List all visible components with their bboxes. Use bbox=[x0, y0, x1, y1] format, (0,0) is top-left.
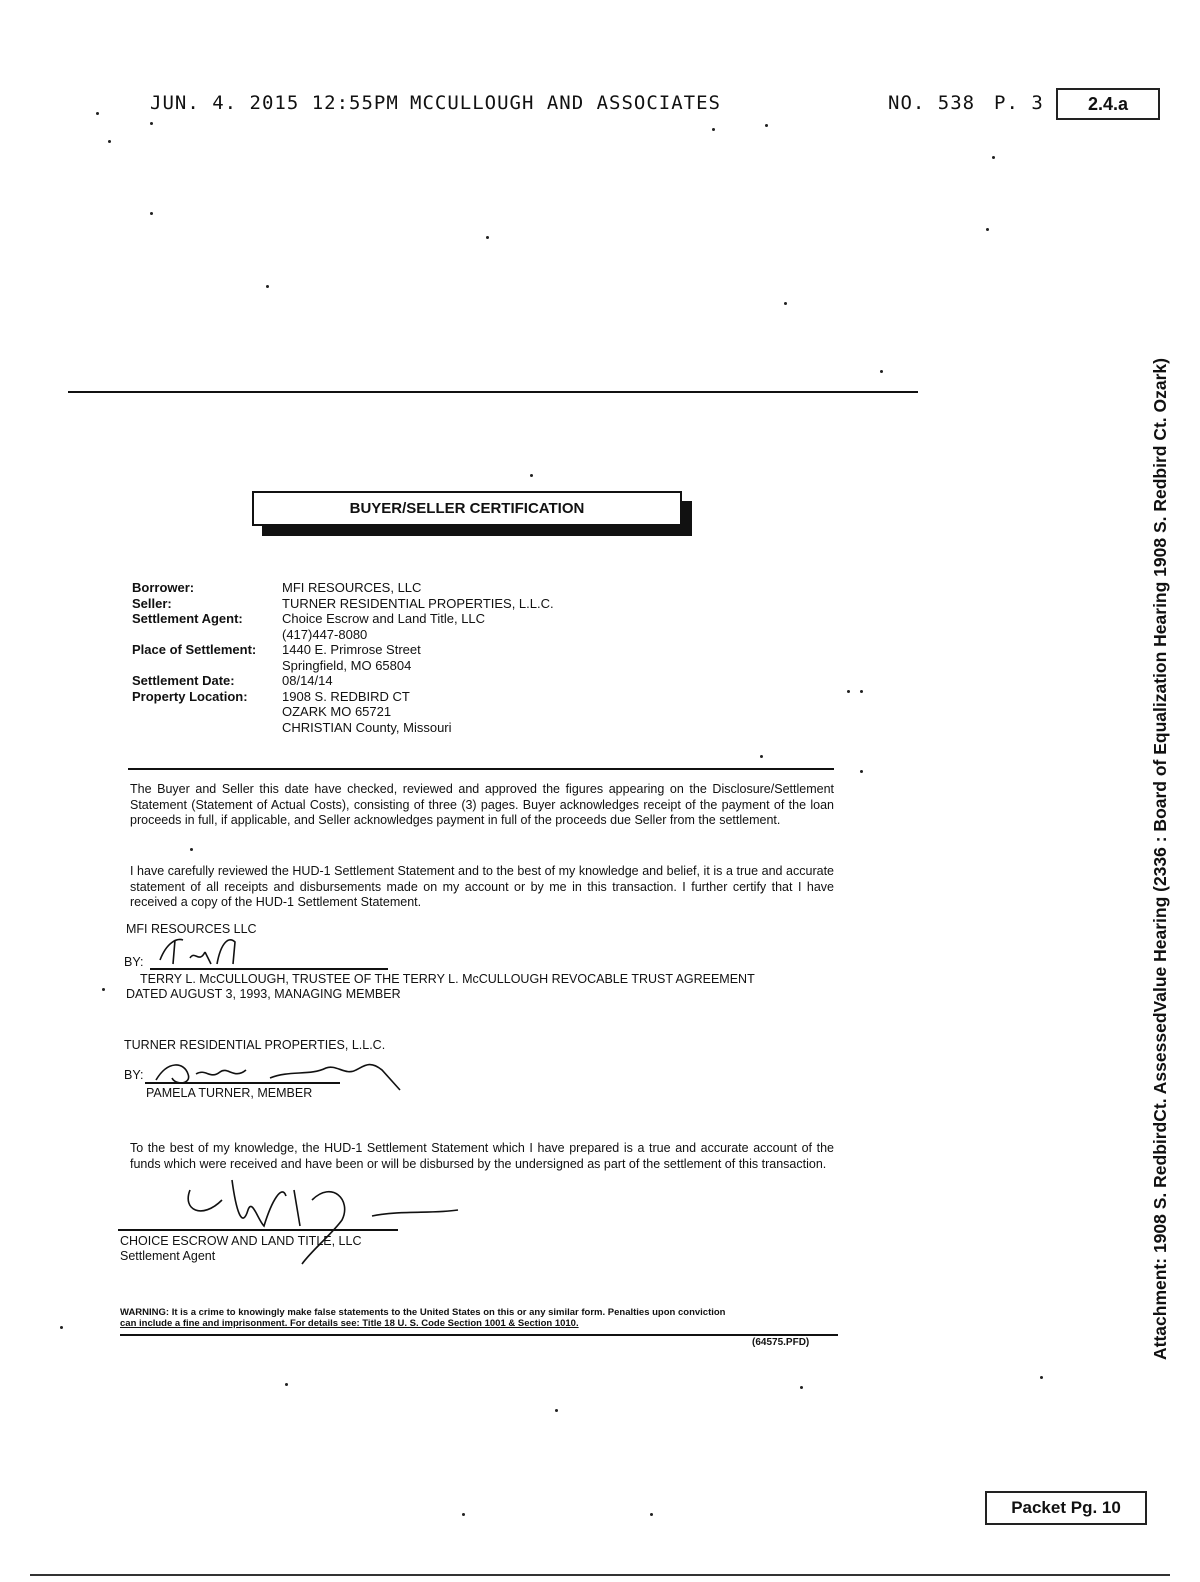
field-seller bbox=[132, 596, 554, 612]
field-value: MFI RESOURCES, LLC bbox=[282, 580, 422, 595]
scan-speck bbox=[486, 236, 489, 239]
scan-speck bbox=[530, 474, 533, 477]
scan-speck bbox=[760, 755, 763, 758]
scan-speck bbox=[847, 690, 850, 693]
warning-line-1: WARNING: It is a crime to knowingly make false statements to the United States on this or any similar form. Penalties upon conviction bbox=[120, 1307, 726, 1318]
legal-warning bbox=[120, 1307, 840, 1329]
field-value: OZARK MO 65721 bbox=[282, 704, 392, 719]
packet-page-badge: Packet Pg. 10 bbox=[985, 1491, 1147, 1525]
settlement-info bbox=[132, 580, 554, 735]
scan-speck bbox=[150, 122, 153, 125]
scan-speck bbox=[108, 140, 111, 143]
scan-speck bbox=[555, 1409, 558, 1412]
fax-datetime: JUN. 4. 2015 12:55PM bbox=[150, 92, 399, 114]
field-label: Settlement Agent: bbox=[132, 611, 243, 626]
buyer-signer-title: DATED AUGUST 3, 1993, MANAGING MEMBER bbox=[126, 987, 401, 1001]
agent-entity: CHOICE ESCROW AND LAND TITLE, LLC bbox=[120, 1234, 362, 1248]
scan-speck bbox=[765, 124, 768, 127]
field-place-of-settlement bbox=[132, 642, 554, 673]
scan-speck bbox=[880, 370, 883, 373]
warning-divider bbox=[120, 1334, 838, 1336]
field-value: 1440 E. Primrose Street bbox=[282, 642, 421, 657]
field-label: Property Location: bbox=[132, 688, 248, 704]
seller-signer-name: PAMELA TURNER, MEMBER bbox=[146, 1086, 313, 1100]
agent-signature bbox=[182, 1170, 462, 1270]
agent-role: Settlement Agent bbox=[120, 1249, 216, 1263]
buyer-entity: MFI RESOURCES LLC bbox=[126, 922, 257, 936]
field-value: Springfield, MO 65804 bbox=[282, 657, 412, 673]
field-value: CHRISTIAN County, Missouri bbox=[282, 719, 452, 735]
seller-by-label: BY: bbox=[124, 1068, 144, 1082]
seller-entity: TURNER RESIDENTIAL PROPERTIES, L.L.C. bbox=[124, 1038, 386, 1052]
field-label: Seller: bbox=[132, 595, 172, 611]
field-settlement-date bbox=[132, 673, 554, 689]
field-label: Settlement Date: bbox=[132, 673, 235, 688]
warning-line-2: can include a fine and imprisonment. For details see: Title 18 U. S. Code Section 1001 & Section 1010. bbox=[120, 1318, 579, 1329]
field-value: Choice Escrow and Land Title, LLC bbox=[282, 611, 486, 626]
agent-certification-paragraph: To the best of my knowledge, the HUD-1 Settlement Statement which I have prepared is a true and accurate account of the funds which were received and have been or will be disbursed by the undersigned as part of the settlement of this transaction. bbox=[130, 1141, 834, 1171]
fax-divider bbox=[68, 391, 918, 393]
field-property-location bbox=[132, 689, 554, 736]
scan-speck bbox=[784, 302, 787, 305]
fax-number: NO. 538 bbox=[888, 92, 976, 114]
attachment-sidebar-label: Attachment: 1908 S. RedbirdCt. AssessedValue Hearing (2336 : Board of Equalization Hearing 1908 S. Redbird Ct. Ozark) bbox=[1150, 358, 1170, 1360]
form-title: BUYER/SELLER CERTIFICATION bbox=[252, 491, 682, 526]
scan-speck bbox=[860, 690, 863, 693]
scan-speck bbox=[96, 112, 99, 115]
scan-edge bbox=[30, 1574, 1170, 1576]
field-label: Place of Settlement: bbox=[132, 642, 257, 657]
agent-signature-line bbox=[118, 1229, 398, 1231]
scan-speck bbox=[102, 988, 105, 991]
scan-speck bbox=[1040, 1376, 1043, 1379]
scan-speck bbox=[150, 212, 153, 215]
field-value: TURNER RESIDENTIAL PROPERTIES, L.L.C. bbox=[282, 595, 554, 611]
scan-speck bbox=[462, 1513, 465, 1516]
buyer-signer-name: TERRY L. McCULLOUGH, TRUSTEE OF THE TERRY L. McCULLOUGH REVOCABLE TRUST AGREEMENT bbox=[140, 972, 755, 986]
scan-speck bbox=[285, 1383, 288, 1386]
scan-speck bbox=[992, 156, 995, 159]
field-settlement-agent bbox=[132, 611, 554, 642]
field-label: Borrower: bbox=[132, 580, 195, 595]
scan-speck bbox=[860, 770, 863, 773]
field-borrower bbox=[132, 580, 554, 596]
scan-speck bbox=[60, 1326, 63, 1329]
scan-speck bbox=[712, 128, 715, 131]
scan-speck bbox=[986, 228, 989, 231]
hud1-statement-paragraph: I have carefully reviewed the HUD-1 Settlement Statement and to the best of my knowledge and belief, it is a true and accurate statement of all receipts and disbursements made on my account or by me in this transaction. I further certify that I have received a copy of the HUD-1 Settlement Statement. bbox=[130, 864, 834, 909]
field-value: 1908 S. REDBIRD CT bbox=[282, 688, 410, 704]
certification-paragraph: The Buyer and Seller this date have checked, reviewed and approved the figures appearing on the Disclosure/Settlement Statement (Statement of Actual Costs), consisting of three (3) pages. Buyer acknowledges receipt of the payment of the loan proceeds in full, if applicable, and Seller acknowledges payment in full of the proceeds due Seller from the settlement. bbox=[130, 782, 834, 827]
field-value: (417)447-8080 bbox=[282, 626, 368, 642]
fax-page: P. 3 bbox=[994, 92, 1044, 114]
agenda-reference-badge: 2.4.a bbox=[1056, 88, 1160, 120]
buyer-signature bbox=[155, 930, 265, 972]
section-divider bbox=[128, 768, 834, 770]
scan-speck bbox=[266, 285, 269, 288]
scan-speck bbox=[800, 1386, 803, 1389]
field-value: 08/14/14 bbox=[282, 673, 333, 688]
form-code: (64575.PFD) bbox=[752, 1337, 810, 1348]
scan-speck bbox=[650, 1513, 653, 1516]
fax-sender: MCCULLOUGH AND ASSOCIATES bbox=[410, 92, 721, 114]
by-label: BY: bbox=[124, 955, 144, 969]
scan-speck bbox=[190, 848, 193, 851]
